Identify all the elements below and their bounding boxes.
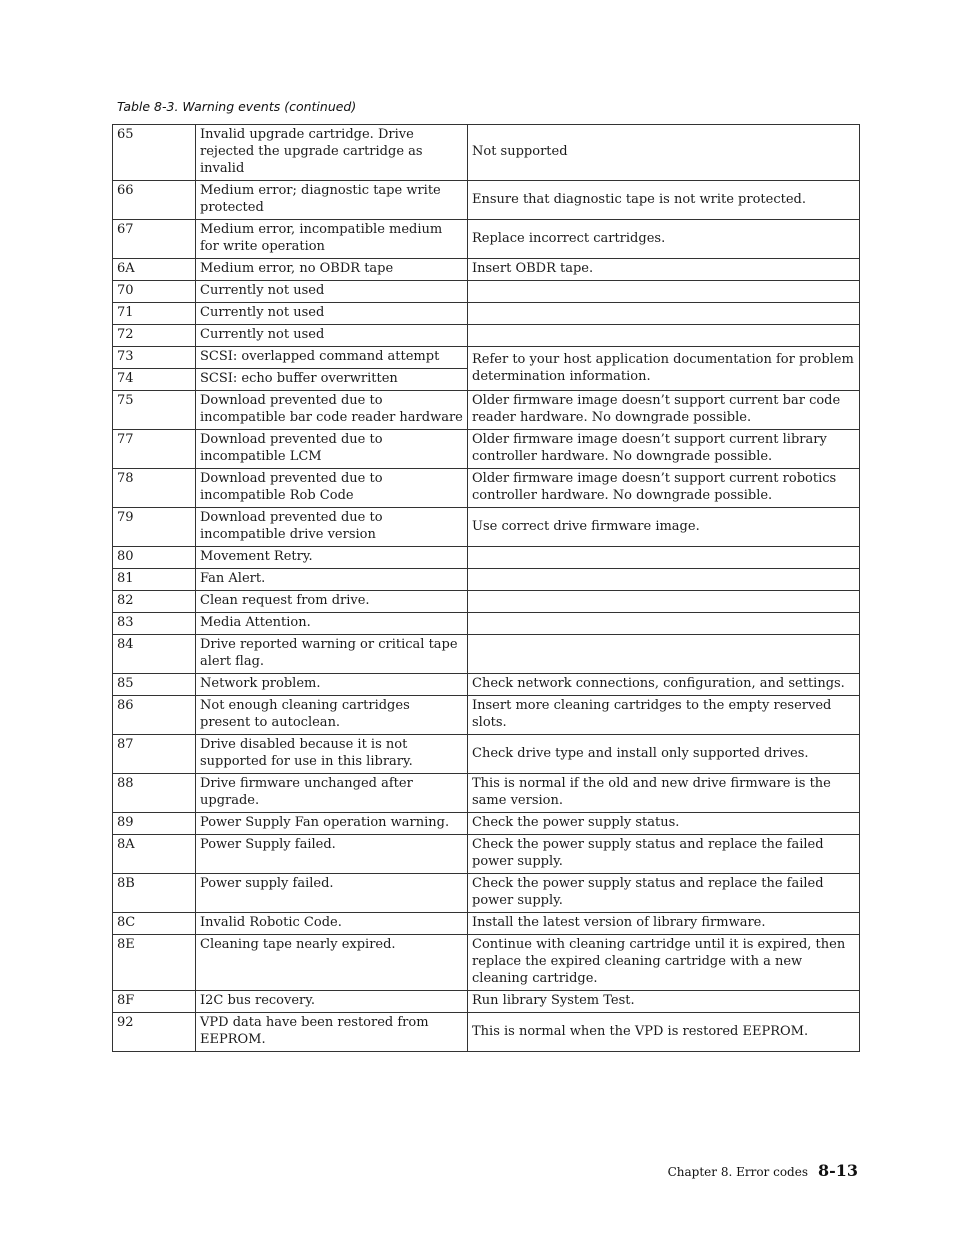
table-row xyxy=(113,469,860,508)
event-code: 83 xyxy=(113,613,196,635)
event-description: VPD data have been restored from EEPROM. xyxy=(196,1013,468,1052)
table-row xyxy=(113,1013,860,1052)
event-action xyxy=(468,613,860,635)
table-row xyxy=(113,674,860,696)
warning-events-table xyxy=(112,124,860,1052)
table-row xyxy=(113,347,860,369)
event-description: Invalid upgrade cartridge. Drive rejected the upgrade cartridge as invalid xyxy=(196,125,468,181)
event-description: Clean request from drive. xyxy=(196,591,468,613)
table-row xyxy=(113,774,860,813)
event-action: Insert OBDR tape. xyxy=(468,259,860,281)
table-row xyxy=(113,325,860,347)
table-row xyxy=(113,874,860,913)
event-action xyxy=(468,303,860,325)
event-action: Older firmware image doesn’t support current bar code reader hardware. No downgrade possible. xyxy=(468,391,860,430)
event-description: Drive disabled because it is not supported for use in this library. xyxy=(196,735,468,774)
table-row xyxy=(113,813,860,835)
table-row xyxy=(113,635,860,674)
event-code: 72 xyxy=(113,325,196,347)
event-code: 84 xyxy=(113,635,196,674)
event-description: Drive reported warning or critical tape alert flag. xyxy=(196,635,468,674)
event-description: Medium error; diagnostic tape write protected xyxy=(196,181,468,220)
event-description: Media Attention. xyxy=(196,613,468,635)
table-row xyxy=(113,735,860,774)
event-action xyxy=(468,547,860,569)
event-description: Power supply failed. xyxy=(196,874,468,913)
event-description: Invalid Robotic Code. xyxy=(196,913,468,935)
table-row xyxy=(113,259,860,281)
event-description: Medium error, incompatible medium for write operation xyxy=(196,220,468,259)
event-description: Medium error, no OBDR tape xyxy=(196,259,468,281)
event-description: Fan Alert. xyxy=(196,569,468,591)
event-code: 80 xyxy=(113,547,196,569)
event-action: Check network connections, configuration, and settings. xyxy=(468,674,860,696)
event-action xyxy=(468,281,860,303)
event-code: 86 xyxy=(113,696,196,735)
event-description: Power Supply Fan operation warning. xyxy=(196,813,468,835)
event-code: 8E xyxy=(113,935,196,991)
event-description: Not enough cleaning cartridges present to autoclean. xyxy=(196,696,468,735)
table-row xyxy=(113,391,860,430)
event-description: Network problem. xyxy=(196,674,468,696)
event-action: Refer to your host application documentation for problem determination information. xyxy=(468,347,860,391)
event-action: Not supported xyxy=(468,125,860,181)
event-code: 8B xyxy=(113,874,196,913)
event-code: 75 xyxy=(113,391,196,430)
event-code: 87 xyxy=(113,735,196,774)
table-row xyxy=(113,508,860,547)
event-code: 8A xyxy=(113,835,196,874)
event-action xyxy=(468,569,860,591)
event-description: SCSI: overlapped command attempt xyxy=(196,347,468,369)
event-code: 81 xyxy=(113,569,196,591)
event-description: SCSI: echo buffer overwritten xyxy=(196,369,468,391)
footer-chapter: Chapter 8. Error codes xyxy=(667,1165,808,1179)
event-description: Movement Retry. xyxy=(196,547,468,569)
event-description: Power Supply failed. xyxy=(196,835,468,874)
event-action: Install the latest version of library firmware. xyxy=(468,913,860,935)
event-description: Currently not used xyxy=(196,303,468,325)
event-description: Download prevented due to incompatible LCM xyxy=(196,430,468,469)
event-action: Insert more cleaning cartridges to the empty reserved slots. xyxy=(468,696,860,735)
event-code: 8F xyxy=(113,991,196,1013)
event-description: Cleaning tape nearly expired. xyxy=(196,935,468,991)
event-action: This is normal if the old and new drive firmware is the same version. xyxy=(468,774,860,813)
event-code: 78 xyxy=(113,469,196,508)
table-row xyxy=(113,220,860,259)
event-code: 77 xyxy=(113,430,196,469)
event-description: I2C bus recovery. xyxy=(196,991,468,1013)
table-row xyxy=(113,835,860,874)
event-action: Older firmware image doesn’t support current library controller hardware. No downgrade possible. xyxy=(468,430,860,469)
event-code: 73 xyxy=(113,347,196,369)
event-description: Download prevented due to incompatible drive version xyxy=(196,508,468,547)
event-action xyxy=(468,591,860,613)
table-caption: Table 8-3. Warning events (continued) xyxy=(117,99,357,114)
table-row xyxy=(113,569,860,591)
table-row xyxy=(113,935,860,991)
event-action: Use correct drive firmware image. xyxy=(468,508,860,547)
event-code: 82 xyxy=(113,591,196,613)
event-action: Check the power supply status and replace the failed power supply. xyxy=(468,874,860,913)
event-action: This is normal when the VPD is restored EEPROM. xyxy=(468,1013,860,1052)
table-row xyxy=(113,913,860,935)
table-row xyxy=(113,613,860,635)
table-row xyxy=(113,547,860,569)
event-code: 6A xyxy=(113,259,196,281)
page-number: 8-13 xyxy=(817,1161,858,1180)
event-action xyxy=(468,635,860,674)
event-code: 66 xyxy=(113,181,196,220)
event-code: 92 xyxy=(113,1013,196,1052)
event-code: 71 xyxy=(113,303,196,325)
event-code: 88 xyxy=(113,774,196,813)
event-description: Download prevented due to incompatible bar code reader hardware xyxy=(196,391,468,430)
event-action: Continue with cleaning cartridge until it is expired, then replace the expired cleaning cartridge with a new cleaning cartridge. xyxy=(468,935,860,991)
table-row xyxy=(113,281,860,303)
event-code: 67 xyxy=(113,220,196,259)
event-code: 8C xyxy=(113,913,196,935)
event-code: 70 xyxy=(113,281,196,303)
event-action: Replace incorrect cartridges. xyxy=(468,220,860,259)
event-description: Download prevented due to incompatible Rob Code xyxy=(196,469,468,508)
event-code: 89 xyxy=(113,813,196,835)
event-action: Ensure that diagnostic tape is not write protected. xyxy=(468,181,860,220)
event-action: Check the power supply status and replace the failed power supply. xyxy=(468,835,860,874)
event-code: 85 xyxy=(113,674,196,696)
table-row xyxy=(113,303,860,325)
event-action: Run library System Test. xyxy=(468,991,860,1013)
table-row xyxy=(113,125,860,181)
table-row xyxy=(113,696,860,735)
event-action: Check drive type and install only supported drives. xyxy=(468,735,860,774)
table-row xyxy=(113,430,860,469)
event-code: 74 xyxy=(113,369,196,391)
table-row xyxy=(113,591,860,613)
event-description: Drive firmware unchanged after upgrade. xyxy=(196,774,468,813)
table-row xyxy=(113,181,860,220)
event-code: 65 xyxy=(113,125,196,181)
table-body xyxy=(113,125,860,1052)
event-code: 79 xyxy=(113,508,196,547)
event-action: Older firmware image doesn’t support current robotics controller hardware. No downgrade possible. xyxy=(468,469,860,508)
table-row xyxy=(113,991,860,1013)
event-action xyxy=(468,325,860,347)
event-description: Currently not used xyxy=(196,325,468,347)
event-description: Currently not used xyxy=(196,281,468,303)
event-action: Check the power supply status. xyxy=(468,813,860,835)
